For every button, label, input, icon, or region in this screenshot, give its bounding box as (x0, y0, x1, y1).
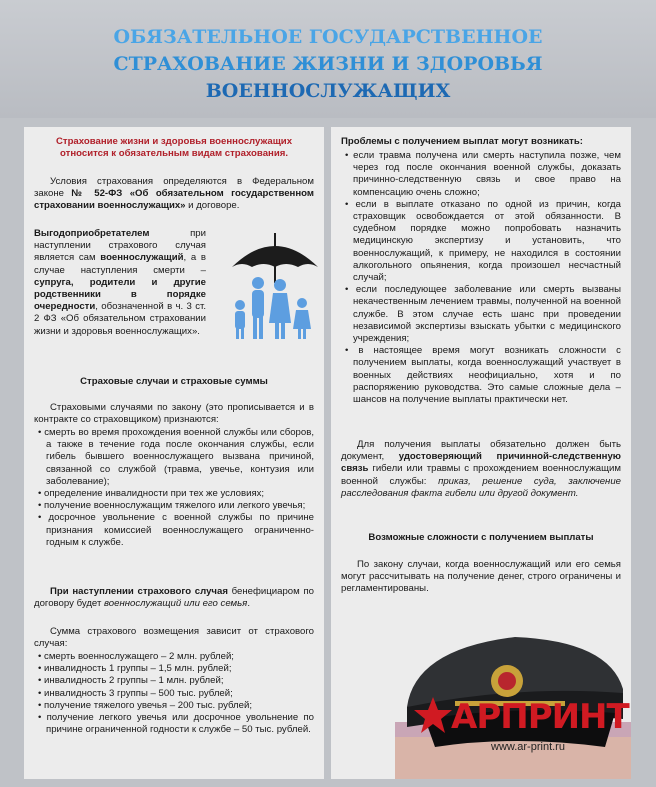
difficulties-heading: Возможные сложности с получением выплаты (368, 532, 594, 543)
conditions-paragraph (34, 176, 314, 213)
difficulties-paragraph: По закону случаи, когда военнослужащий или его семья могут рассчитывать на получение денег, строго ограничены и регламентированы. (341, 559, 621, 595)
event-paragraph (34, 586, 314, 610)
event-beneficiary: военнослужащий или его семья (104, 598, 248, 610)
problems-heading: Проблемы с получением выплат могут возникать: (341, 136, 583, 147)
right-panel (331, 127, 631, 779)
brand-name: АРПРИНТ (451, 697, 629, 737)
problems-list (341, 150, 621, 406)
umbrella-family-icon (228, 223, 322, 343)
list-item: • смерть военнослужащего – 2 млн. рублей; (34, 651, 314, 663)
event-term: При наступлении страхового случая (50, 586, 228, 597)
sums-list (34, 651, 314, 736)
document-paragraph (341, 439, 621, 500)
list-item: • смерть во время прохождения военной службы или сборов, а также в течение года после окончания службы, если гибель бывшего военнослужащего вызвана причиной, связанной со службой (травма, увечье, контузия или заболевание); (34, 427, 314, 488)
section-heading-cases: Страховые случаи и страховые суммы (80, 376, 268, 387)
brand-logo (413, 693, 631, 761)
sums-intro: Сумма страхового возмещения зависит от страхового случая: (34, 626, 314, 650)
intro-statement: Страхование жизни и здоровья военнослужащих относится к обязательным видам страхования. (55, 136, 293, 160)
document-text-2: гибели или травмы с прохождением военнослужащим военной службы: (341, 463, 621, 487)
document-examples: приказ, решение суда, заключение расследования факта гибели или другой документ. (341, 475, 621, 499)
document-causal-link: удостоверяющий причинной-следственную связь (341, 451, 621, 475)
beneficiary-paragraph (34, 228, 206, 338)
star-logo-icon (413, 695, 453, 735)
beneficiary-text-3: , обозначенной в ч. 3 ст. 2 ФЗ «Об обязательном страховании жизни и здоровья военнослужащих». (34, 301, 206, 337)
event-text-2: . (247, 598, 250, 610)
brand-url: www.ar-print.ru (491, 741, 565, 753)
list-item: • если в выплате отказано по одной из причин, когда страховщик освобождается от этой обязанности. В судебном порядке можно попробовать назначить медицинскую экспертизу и установить, что военнослужащий, к примеру, не находился в состоянии алкогольного опьянения, когда произошел несчастный случай; (341, 199, 621, 284)
list-item: • если травма получена или смерть наступила позже, чем через год после окончания военной службы, доказать причинно-следственную связь и свое право на компенсацию очень сложно; (341, 150, 621, 199)
list-item: • получение военнослужащим тяжелого или легкого увечья; (34, 500, 314, 512)
cases-intro: Страховыми случаями по закону (это прописывается и в контракте со страховщиком) признаются: (34, 402, 314, 426)
list-item: • в настоящее время могут возникать сложности с получением выплаты, когда военнослужащий участвует в военных действиях неофициально, хотя и по распоряжению руководства. Это самые сложные дела – шансов на получение выплаты практически нет. (341, 345, 621, 406)
conditions-text-a: Условия страхования определяются в Федеральном законе (34, 176, 314, 200)
conditions-text-c: и договоре. (185, 200, 240, 212)
left-panel (24, 127, 324, 779)
beneficiary-text-2: , а в случае наступления смерти – (34, 252, 206, 276)
title-line-1: ОБЯЗАТЕЛЬНОЕ ГОСУДАРСТВЕННОЕ (113, 26, 543, 48)
list-item: • досрочное увольнение с военной службы по причине признания комиссией военнослужащего ограниченно-годным к службе. (34, 512, 314, 549)
beneficiary-term: Выгодоприобретателем (34, 228, 150, 239)
beneficiary-relatives: супруга, родители и другие родственники в порядке очередности (34, 276, 206, 313)
title-line-2: СТРАХОВАНИЕ ЖИЗНИ И ЗДОРОВЬЯ (113, 53, 543, 75)
event-text-1: бенефициаром по договору будет (34, 586, 314, 610)
list-item: • инвалидность 2 группы – 1 млн. рублей; (34, 675, 314, 687)
list-item: • инвалидность 1 группы – 1,5 млн. рублей; (34, 663, 314, 675)
title-line-3: ВОЕННОСЛУЖАЩИХ (205, 80, 451, 102)
conditions-law-name: № 52-ФЗ «Об обязательном государственном страховании военнослужащих» (34, 188, 314, 212)
header-banner (0, 0, 656, 118)
list-item: • если последующее заболевание или смерть вызваны некачественным лечением травмы, полученной на военной службе. В этом случае есть шанс при проведении независимой экспертизы взыскать убытки с медицинского учреждения; (341, 284, 621, 345)
list-item: • получение тяжелого увечья – 200 тыс. рублей; (34, 700, 314, 712)
list-item: • получение легкого увечья или досрочное увольнение по причине ограниченной годности к службе – 50 тыс. рублей. (34, 712, 314, 736)
beneficiary-text-1: при наступлении страхового случая является сам (34, 228, 206, 264)
document-text-1: Для получения выплаты обязательно должен быть документ, (341, 439, 621, 463)
list-item: • инвалидность 3 группы – 500 тыс. рублей; (34, 688, 314, 700)
cases-list (34, 427, 314, 549)
list-item: • определение инвалидности при тех же условиях; (34, 488, 314, 500)
beneficiary-serviceman: военнослужащий (100, 252, 184, 264)
